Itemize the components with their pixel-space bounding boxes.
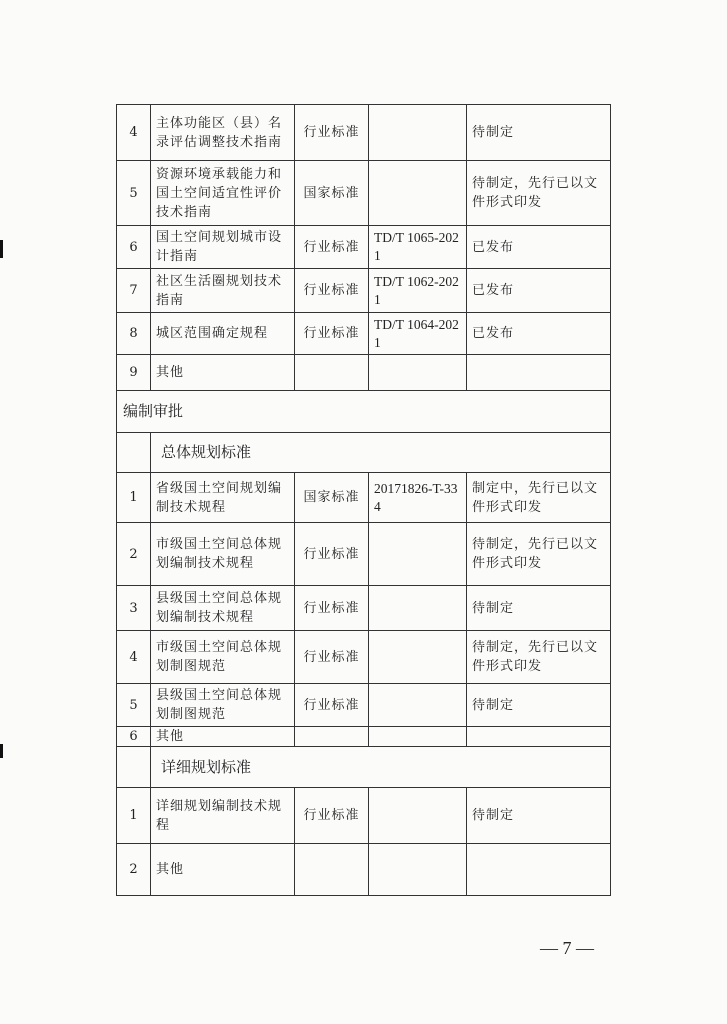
empty-cell <box>117 747 151 788</box>
standard-name: 县级国土空间总体规划编制技术规程 <box>151 586 295 631</box>
section-title: 编制审批 <box>117 391 611 433</box>
standard-status: 已发布 <box>467 313 611 355</box>
row-number: 9 <box>117 355 151 391</box>
standard-code: TD/T 1065-2021 <box>369 226 467 269</box>
binding-mark <box>0 744 3 758</box>
standard-type: 行业标准 <box>295 631 369 684</box>
empty-cell <box>117 433 151 473</box>
standard-code <box>369 161 467 226</box>
standard-code: 20171826-T-334 <box>369 473 467 523</box>
standard-status: 待制定 <box>467 105 611 161</box>
subsection-title: 总体规划标准 <box>151 433 611 473</box>
table-row <box>117 631 611 684</box>
standard-status: 待制定，先行已以文件形式印发 <box>467 161 611 226</box>
standard-type <box>295 844 369 896</box>
standard-status: 待制定 <box>467 684 611 727</box>
standard-code <box>369 631 467 684</box>
page-number: — 7 — <box>540 938 594 958</box>
table-row <box>117 727 611 747</box>
table-row <box>117 844 611 896</box>
table-row <box>117 105 611 161</box>
table-row <box>117 355 611 391</box>
table-row <box>117 226 611 269</box>
standard-name: 其他 <box>151 844 295 896</box>
standard-type: 行业标准 <box>295 788 369 844</box>
table-row <box>117 684 611 727</box>
standard-name: 其他 <box>151 355 295 391</box>
standard-type: 行业标准 <box>295 684 369 727</box>
standard-code <box>369 684 467 727</box>
standard-type: 行业标准 <box>295 586 369 631</box>
table-row <box>117 313 611 355</box>
standard-name: 社区生活圈规划技术指南 <box>151 269 295 313</box>
row-number: 4 <box>117 631 151 684</box>
standard-status <box>467 844 611 896</box>
standard-type: 行业标准 <box>295 313 369 355</box>
standard-code <box>369 788 467 844</box>
row-number: 6 <box>117 727 151 747</box>
standard-code: TD/T 1062-2021 <box>369 269 467 313</box>
row-number: 1 <box>117 788 151 844</box>
standard-type: 行业标准 <box>295 226 369 269</box>
subsection-title: 详细规划标准 <box>151 747 611 788</box>
standard-name: 主体功能区（县）名录评估调整技术指南 <box>151 105 295 161</box>
standard-name: 城区范围确定规程 <box>151 313 295 355</box>
standard-status <box>467 355 611 391</box>
section-heading-row <box>117 391 611 433</box>
standard-status: 待制定，先行已以文件形式印发 <box>467 631 611 684</box>
subsection-heading-row <box>117 747 611 788</box>
standard-code <box>369 727 467 747</box>
standard-name: 市级国土空间总体规划制图规范 <box>151 631 295 684</box>
standard-type <box>295 727 369 747</box>
table-row <box>117 473 611 523</box>
standard-status: 已发布 <box>467 226 611 269</box>
standard-status: 制定中，先行已以文件形式印发 <box>467 473 611 523</box>
row-number: 8 <box>117 313 151 355</box>
standard-code: TD/T 1064-2021 <box>369 313 467 355</box>
row-number: 5 <box>117 161 151 226</box>
standard-type <box>295 355 369 391</box>
standard-status: 待制定，先行已以文件形式印发 <box>467 523 611 586</box>
standard-code <box>369 105 467 161</box>
standard-type: 行业标准 <box>295 523 369 586</box>
row-number: 7 <box>117 269 151 313</box>
standard-code <box>369 355 467 391</box>
row-number: 1 <box>117 473 151 523</box>
standard-name: 省级国土空间规划编制技术规程 <box>151 473 295 523</box>
table-row <box>117 161 611 226</box>
standard-type: 国家标准 <box>295 161 369 226</box>
standard-name: 其他 <box>151 727 295 747</box>
standard-code <box>369 844 467 896</box>
row-number: 6 <box>117 226 151 269</box>
standard-type: 国家标准 <box>295 473 369 523</box>
row-number: 5 <box>117 684 151 727</box>
table-row <box>117 586 611 631</box>
standard-name: 国土空间规划城市设计指南 <box>151 226 295 269</box>
binding-mark <box>0 240 3 258</box>
standard-code <box>369 523 467 586</box>
standard-status <box>467 727 611 747</box>
standard-type: 行业标准 <box>295 269 369 313</box>
standard-name: 县级国土空间总体规划制图规范 <box>151 684 295 727</box>
row-number: 3 <box>117 586 151 631</box>
standard-name: 详细规划编制技术规程 <box>151 788 295 844</box>
standard-code <box>369 586 467 631</box>
standard-name: 资源环境承载能力和国土空间适宜性评价技术指南 <box>151 161 295 226</box>
standard-status: 待制定 <box>467 788 611 844</box>
subsection-heading-row <box>117 433 611 473</box>
row-number: 2 <box>117 844 151 896</box>
standards-table <box>116 104 611 896</box>
standard-status: 已发布 <box>467 269 611 313</box>
table-row <box>117 788 611 844</box>
table-row <box>117 523 611 586</box>
row-number: 4 <box>117 105 151 161</box>
standard-name: 市级国土空间总体规划编制技术规程 <box>151 523 295 586</box>
standard-type: 行业标准 <box>295 105 369 161</box>
table-row <box>117 269 611 313</box>
standard-status: 待制定 <box>467 586 611 631</box>
row-number: 2 <box>117 523 151 586</box>
